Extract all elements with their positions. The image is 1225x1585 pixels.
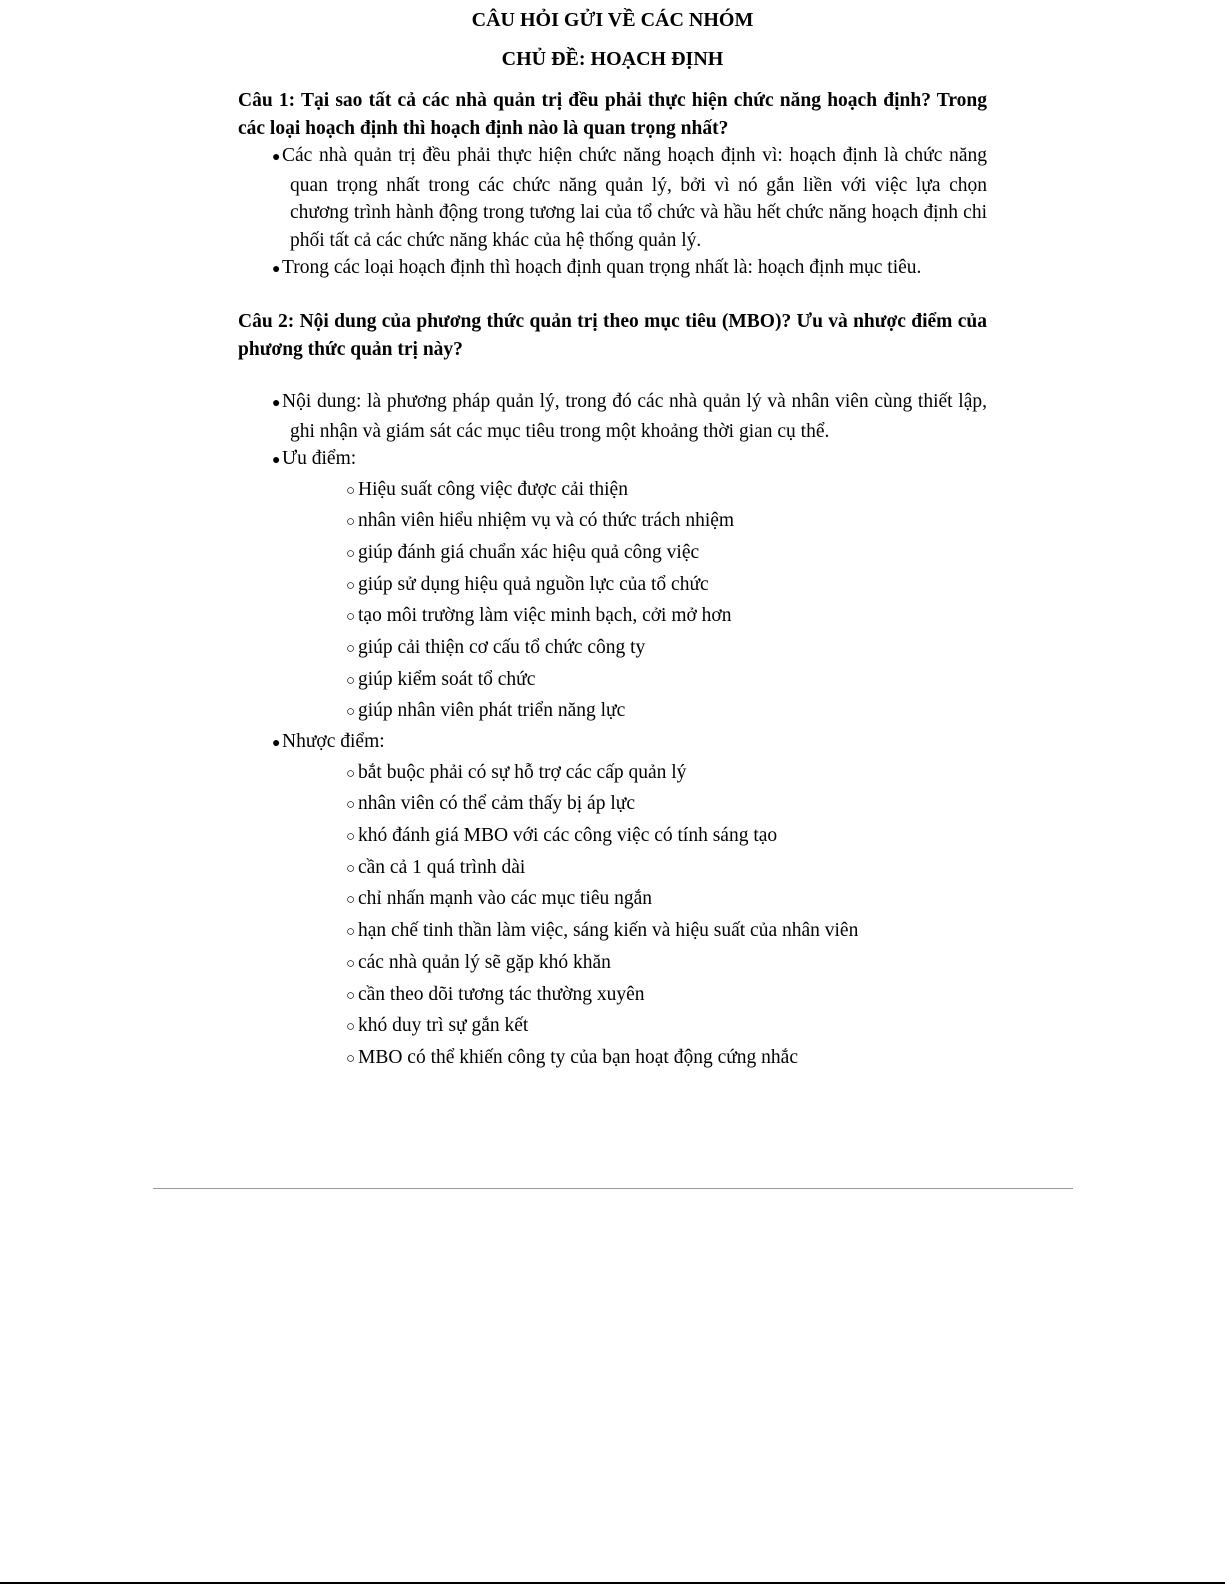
question-1-heading: Câu 1: Tại sao tất cả các nhà quản trị đều phải thực hiện chức năng hoạch định? Trong các loại hoạch định thì hoạch định nào là quan trọng nhất? [238, 90, 987, 139]
circle-bullet-icon: ○ [346, 545, 356, 562]
list-item: ○ giúp đánh giá chuẩn xác hiệu quả công việc [346, 538, 987, 570]
list-item: ○ Hiệu suất công việc được cải thiện [346, 475, 987, 507]
advantages-list [290, 475, 987, 729]
bullet-icon: ● [272, 150, 281, 165]
circle-bullet-icon: ○ [346, 955, 356, 972]
list-item: ○ hạn chế tinh thần làm việc, sáng kiến và hiệu suất của nhân viên [346, 916, 987, 948]
list-item: ○ giúp nhân viên phát triển năng lực [346, 696, 987, 728]
bullet-icon: ● [272, 396, 281, 411]
circle-bullet-icon: ○ [346, 829, 356, 846]
list-item: ○ giúp cải thiện cơ cấu tổ chức công ty [346, 633, 987, 665]
advantages-label: Ưu điểm: [282, 448, 357, 469]
bullet-icon: ● [272, 262, 281, 277]
circle-bullet-icon: ○ [346, 892, 356, 909]
list-item: ○ cần cả 1 quá trình dài [346, 853, 987, 885]
list-item: ○ giúp kiểm soát tổ chức [346, 665, 987, 697]
circle-bullet-icon: ○ [346, 765, 356, 782]
bullet-icon: ● [272, 453, 281, 468]
list-item: ○ nhân viên hiểu nhiệm vụ và có thức trách nhiệm [346, 506, 987, 538]
circle-bullet-icon: ○ [346, 1050, 356, 1067]
list-item: ○ khó đánh giá MBO với các công việc có tính sáng tạo [346, 821, 987, 853]
list-item: ○ cần theo dõi tương tác thường xuyên [346, 980, 987, 1012]
document-subtitle: CHỦ ĐỀ: HOẠCH ĐỊNH [501, 48, 724, 70]
list-item: ○ tạo môi trường làm việc minh bạch, cởi mở hơn [346, 601, 987, 633]
list-item: ○ chỉ nhấn mạnh vào các mục tiêu ngắn [346, 884, 987, 916]
advantages-section [262, 445, 987, 728]
circle-bullet-icon: ○ [346, 514, 356, 531]
list-item: ○ MBO có thể khiến công ty của bạn hoạt động cứng nhắc [346, 1043, 987, 1075]
circle-bullet-icon: ○ [346, 797, 356, 814]
list-item: ○ nhân viên có thể cảm thấy bị áp lực [346, 789, 987, 821]
circle-bullet-icon: ○ [346, 577, 356, 594]
disadvantages-list [290, 758, 987, 1075]
circle-bullet-icon: ○ [346, 987, 356, 1004]
list-item: ●Nội dung: là phương pháp quản lý, trong đó các nhà quản lý và nhân viên cùng thiết lập, ghi nhận và giám sát các mục tiêu trong một khoảng thời gian cụ thể. [272, 391, 987, 442]
page-divider [153, 1188, 1073, 1189]
question-2-answers [262, 388, 987, 1075]
list-item: ●Trong các loại hoạch định thì hoạch định quan trọng nhất là: hoạch định mục tiêu. [262, 254, 987, 284]
circle-bullet-icon: ○ [346, 860, 356, 877]
question-1-answers [262, 142, 987, 284]
circle-bullet-icon: ○ [346, 672, 356, 689]
disadvantages-label: Nhược điểm: [282, 731, 385, 753]
list-item: ○ giúp sử dụng hiệu quả nguồn lực của tổ chức [346, 570, 987, 602]
list-item: ○ bắt buộc phải có sự hỗ trợ các cấp quản lý [346, 758, 987, 790]
list-item: ○ khó duy trì sự gắn kết [346, 1011, 987, 1043]
circle-bullet-icon: ○ [346, 641, 356, 658]
circle-bullet-icon: ○ [346, 1019, 356, 1036]
page-bottom-border [0, 1582, 1225, 1584]
circle-bullet-icon: ○ [346, 609, 356, 626]
question-2-heading: Câu 2: Nội dung của phương thức quản trị theo mục tiêu (MBO)? Ưu và nhược điểm của phương thức quản trị này? [238, 311, 987, 360]
circle-bullet-icon: ○ [346, 924, 356, 941]
disadvantages-section [262, 728, 987, 1075]
bullet-icon: ● [272, 736, 281, 752]
document-title: CÂU HỎI GỬI VỀ CÁC NHÓM [471, 9, 754, 31]
circle-bullet-icon: ○ [346, 482, 356, 499]
circle-bullet-icon: ○ [346, 704, 356, 721]
list-item: ○ các nhà quản lý sẽ gặp khó khăn [346, 948, 987, 980]
list-item: ●Các nhà quản trị đều phải thực hiện chức năng hoạch định vì: hoạch định là chức năng quan trọng nhất trong các chức năng quản lý, bởi vì nó gắn liền với việc lựa chọn chương trình hành động trong tương lai của tổ chức và hầu hết chức năng hoạch định chi phối tất cả các chức năng khác của hệ thống quản lý. [272, 145, 987, 251]
